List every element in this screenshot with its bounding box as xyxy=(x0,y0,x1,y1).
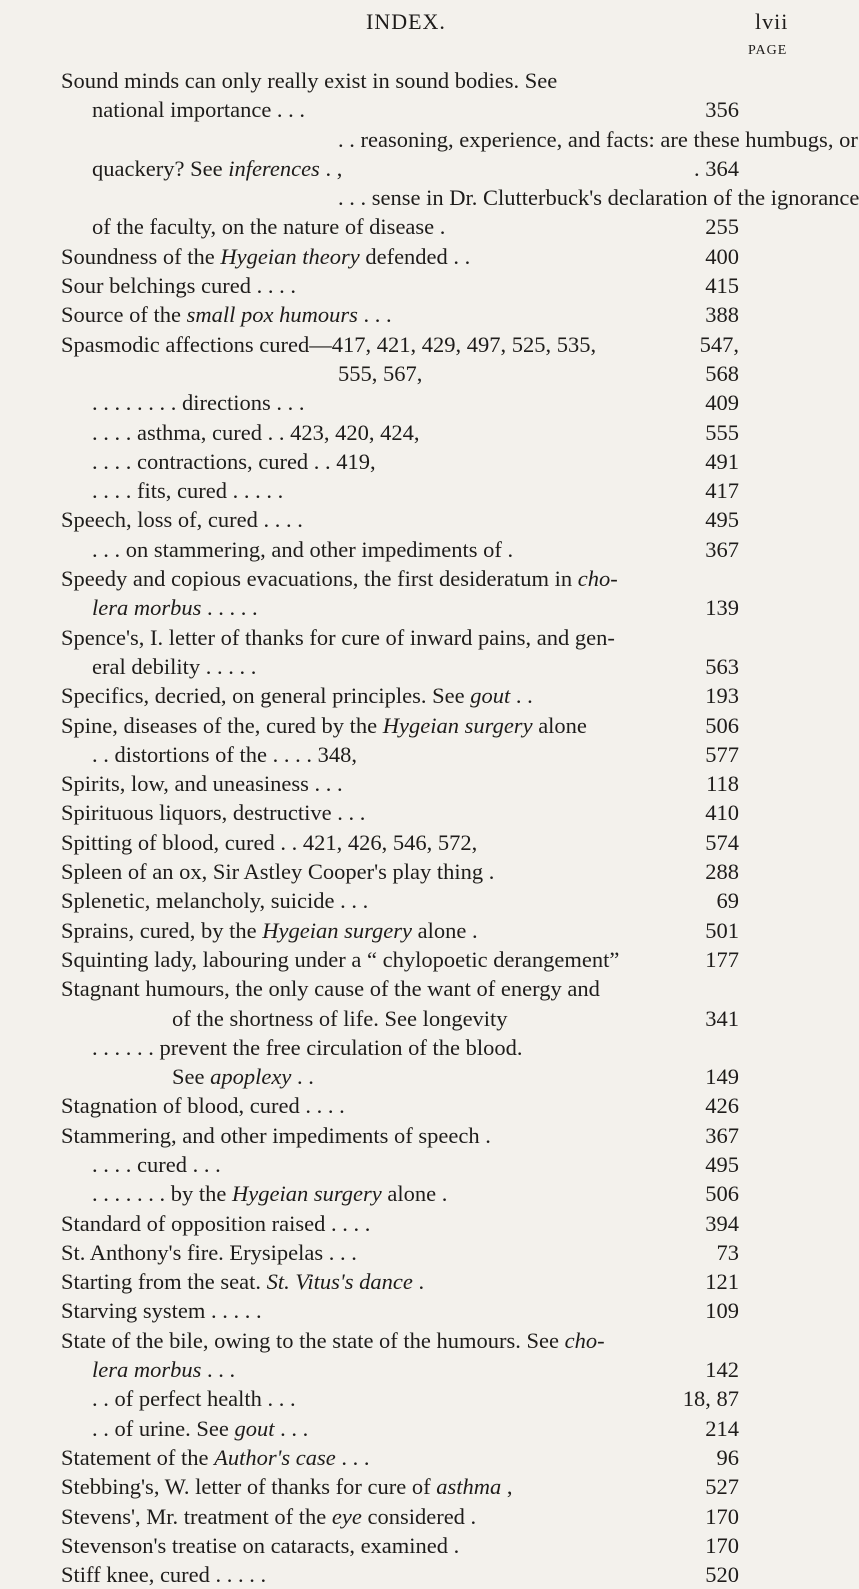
entry-text-part: quackery? See xyxy=(92,155,229,181)
index-entry xyxy=(0,418,801,447)
running-header-title: INDEX. xyxy=(366,9,446,34)
index-entry xyxy=(0,1209,801,1238)
entry-text-part: Spitting of blood, cured . . 421, 426, 546, 572, xyxy=(61,829,478,855)
entry-page-ref: 426 xyxy=(705,1093,739,1119)
index-entry xyxy=(0,359,801,388)
index-entry xyxy=(0,300,801,329)
entry-page-ref: 341 xyxy=(705,1005,739,1031)
index-entry xyxy=(0,1033,801,1062)
entry-text-part: Sound minds can only really exist in sound bodies. See xyxy=(61,68,558,93)
entry-text xyxy=(61,300,392,329)
entry-text-part: . . xyxy=(510,683,533,709)
entry-text-part: See xyxy=(172,1064,211,1090)
entry-text-part: considered . xyxy=(361,1503,477,1529)
entry-text-part: of the faculty, on the nature of disease . xyxy=(92,214,446,240)
index-entry xyxy=(0,1414,801,1443)
entry-text-part: Squinting lady, labouring under a “ chylopoetic derangement” xyxy=(61,946,620,972)
entry-text-part: . . . . fits, cured . . . . . xyxy=(92,478,284,504)
entry-page-ref: 574 xyxy=(705,829,739,855)
entry-text-part: . . . . . . prevent the free circulation of the blood. xyxy=(92,1034,523,1060)
entry-text xyxy=(92,1355,235,1384)
entry-page-ref: 501 xyxy=(705,917,739,943)
entry-text-part: Starting from the seat. xyxy=(61,1269,267,1295)
entry-page-ref: 69 xyxy=(716,888,739,914)
index-entry xyxy=(0,945,801,974)
entry-text xyxy=(61,1326,605,1355)
index-entry xyxy=(0,154,801,183)
entry-text xyxy=(61,857,494,886)
index-entry xyxy=(0,1296,801,1325)
entry-text-part: . . . . . . . . directions . . . xyxy=(92,390,305,416)
index-entry xyxy=(0,535,801,564)
entry-text xyxy=(61,271,296,300)
entry-page-ref: 118 xyxy=(706,771,739,797)
index-entry xyxy=(0,1531,801,1560)
entry-text-part: Starving system . . . . . xyxy=(61,1298,262,1324)
index-entry xyxy=(0,711,801,740)
entry-text-part: of the shortness of life. See longevity xyxy=(172,1005,508,1031)
index-entry xyxy=(0,1004,801,1033)
entry-page-ref: 388 xyxy=(705,302,739,328)
entry-italic-text: cho- xyxy=(564,1327,605,1353)
entry-text xyxy=(92,476,283,505)
entry-text xyxy=(61,330,596,359)
entry-text xyxy=(92,1384,296,1413)
entry-text xyxy=(61,681,533,710)
entry-text-part: Spirituous liquors, destructive . . . xyxy=(61,800,366,826)
entry-text-part: Stebbing's, W. letter of thanks for cure of xyxy=(61,1474,437,1500)
entry-page-ref: 356 xyxy=(705,97,739,123)
index-entry xyxy=(0,1472,801,1501)
entry-text-part: alone xyxy=(532,712,587,738)
entry-page-ref: 149 xyxy=(705,1064,739,1090)
entry-text-part: Stevens', Mr. treatment of the xyxy=(61,1503,332,1529)
entry-text xyxy=(61,1531,459,1560)
index-entry xyxy=(0,1326,801,1355)
entry-page-ref: 417 xyxy=(705,478,739,504)
entry-page-ref: 288 xyxy=(705,859,739,885)
entry-text-part: 555, 567, xyxy=(338,360,423,386)
index-entry xyxy=(0,798,801,827)
entry-text-part: . . reasoning, experience, and facts: are these humbugs, or xyxy=(338,126,858,152)
index-entry xyxy=(0,593,801,622)
entry-text xyxy=(172,1062,314,1091)
entry-page-ref: 547, xyxy=(699,331,739,357)
entry-page-ref: 170 xyxy=(705,1503,739,1529)
index-entry xyxy=(0,1560,801,1589)
entry-text xyxy=(61,66,557,95)
entry-text-part: national importance . . . xyxy=(92,97,306,123)
entry-page-ref: 400 xyxy=(705,243,739,269)
entry-italic-text: asthma xyxy=(436,1474,502,1500)
entry-text xyxy=(61,769,343,798)
entry-text xyxy=(61,564,618,593)
entry-page-ref: 96 xyxy=(716,1444,739,1470)
index-entry xyxy=(0,1062,801,1091)
entry-text xyxy=(172,1004,508,1033)
page-number: lvii xyxy=(755,9,789,34)
entry-text xyxy=(61,1560,266,1589)
entry-text xyxy=(61,1238,357,1267)
entry-text-part: Statement of the xyxy=(61,1444,215,1470)
entry-text xyxy=(92,388,304,417)
entry-page-ref: 367 xyxy=(705,1122,739,1148)
entry-italic-text: cho- xyxy=(577,566,618,592)
entry-text xyxy=(92,1150,221,1179)
entry-text-part: Standard of opposition raised . . . . xyxy=(61,1210,371,1236)
entry-text-part: Stevenson's treatise on cataracts, examined . xyxy=(61,1532,460,1558)
entry-text-part: Stagnant humours, the only cause of the want of energy and xyxy=(61,976,600,1002)
index-entry xyxy=(0,623,801,652)
index-entry xyxy=(0,330,801,359)
entry-text-part: . . . sense in Dr. Clutterbuck's declaration of the ignorance xyxy=(338,185,859,211)
entry-text xyxy=(61,242,470,271)
entry-text xyxy=(61,505,303,534)
entry-page-ref: 410 xyxy=(705,800,739,826)
index-entry xyxy=(0,1502,801,1531)
entry-text-part: Sprains, cured, by the xyxy=(61,917,263,943)
entry-italic-text: lera morbus xyxy=(92,1357,202,1383)
entry-text-part: . . . . cured . . . xyxy=(92,1151,221,1177)
entry-text-part: . . . . asthma, cured . . 423, 420, 424, xyxy=(92,419,420,445)
entry-page-ref: 109 xyxy=(705,1298,739,1324)
entry-text xyxy=(338,183,859,212)
entry-text xyxy=(61,1121,491,1150)
entry-text xyxy=(61,974,600,1003)
entry-text-part: Soundness of the xyxy=(61,243,221,269)
entry-text xyxy=(338,359,422,388)
entry-italic-text: St. Vitus's dance xyxy=(266,1269,413,1295)
entry-text-part: . . xyxy=(291,1064,314,1090)
index-entry xyxy=(0,769,801,798)
entry-text-part: Sour belchings cured . . . . xyxy=(61,273,296,299)
entry-text-part: . . of perfect health . . . xyxy=(92,1386,296,1412)
index-entry xyxy=(0,1267,801,1296)
entry-text-part: Stiff knee, cured . . . . . xyxy=(61,1562,267,1588)
index-entry xyxy=(0,95,801,124)
entry-text-part: . . . . contractions, cured . . 419, xyxy=(92,448,376,474)
entry-page-ref: 527 xyxy=(705,1474,739,1500)
index-entry xyxy=(0,1091,801,1120)
entry-text-part: . , xyxy=(319,155,343,181)
page-column-label: PAGE xyxy=(748,43,788,58)
index-entry xyxy=(0,681,801,710)
entry-page-ref: 214 xyxy=(705,1415,739,1441)
index-entry xyxy=(0,1121,801,1150)
entry-text xyxy=(61,623,615,652)
index-entry xyxy=(0,271,801,300)
entry-text xyxy=(92,593,258,622)
index-entry xyxy=(0,242,801,271)
entry-page-ref: 415 xyxy=(705,273,739,299)
entry-text xyxy=(92,418,419,447)
index-entry xyxy=(0,476,801,505)
entry-page-ref: 73 xyxy=(716,1239,739,1265)
entry-text-part: Spasmodic affections cured—417, 421, 429, 497, 525, 535, xyxy=(61,331,597,357)
entry-text-part: . . . xyxy=(335,1444,370,1470)
index-entry xyxy=(0,1355,801,1384)
entry-page-ref: 409 xyxy=(705,390,739,416)
entry-text xyxy=(61,886,368,915)
index-entry xyxy=(0,564,801,593)
entry-text xyxy=(92,740,357,769)
entry-italic-text: small pox humours xyxy=(186,302,358,328)
entry-text-part: Speech, loss of, cured . . . . xyxy=(61,507,303,533)
entry-text-part: , xyxy=(501,1474,513,1500)
entry-text xyxy=(92,212,445,241)
index-entry xyxy=(0,183,859,212)
entry-text-part: State of the bile, owing to the state of the humours. See xyxy=(61,1327,565,1353)
index-entry xyxy=(0,828,801,857)
index-entry xyxy=(0,388,801,417)
entry-text xyxy=(338,125,858,154)
entry-page-ref: 18, 87 xyxy=(682,1386,739,1412)
entry-italic-text: lera morbus xyxy=(92,595,202,621)
entry-text-part: eral debility . . . . . xyxy=(92,653,257,679)
entry-page-ref: 193 xyxy=(705,683,739,709)
entry-page-ref: . 364 xyxy=(694,155,739,181)
entry-text-part: St. Anthony's fire. Erysipelas . . . xyxy=(61,1239,357,1265)
entry-page-ref: 495 xyxy=(705,1151,739,1177)
entry-page-ref: 177 xyxy=(705,946,739,972)
entry-page-ref: 563 xyxy=(705,653,739,679)
index-entry xyxy=(0,974,801,1003)
entry-page-ref: 121 xyxy=(705,1269,739,1295)
entry-text-part: alone . xyxy=(381,1181,448,1207)
index-entry xyxy=(0,125,858,154)
entry-text-part: Speedy and copious evacuations, the first desideratum in xyxy=(61,566,578,592)
index-entry xyxy=(0,1179,801,1208)
entry-text xyxy=(92,535,513,564)
entry-text-part: Stagnation of blood, cured . . . . xyxy=(61,1093,345,1119)
entry-italic-text: gout xyxy=(234,1415,275,1441)
entry-text xyxy=(61,1267,424,1296)
index-entry xyxy=(0,1150,801,1179)
entry-text xyxy=(92,1033,522,1062)
entry-text xyxy=(92,652,256,681)
index-entry xyxy=(0,652,801,681)
entry-italic-text: Hygeian theory xyxy=(220,243,360,269)
entry-text-part: . . . xyxy=(274,1415,309,1441)
index-entry xyxy=(0,1443,801,1472)
entry-text-part: Stammering, and other impediments of speech . xyxy=(61,1122,491,1148)
index-entry xyxy=(0,857,801,886)
entry-page-ref: 139 xyxy=(705,595,739,621)
entry-text-part: . . . on stammering, and other impediments of . xyxy=(92,536,514,562)
entry-text xyxy=(61,1296,262,1325)
entry-page-ref: 555 xyxy=(705,419,739,445)
entry-text xyxy=(61,1209,370,1238)
entry-page-ref: 506 xyxy=(705,712,739,738)
index-entry xyxy=(0,916,801,945)
entry-italic-text: Hygeian surgery xyxy=(262,917,412,943)
entry-text-part: . . . . . xyxy=(201,595,258,621)
entry-page-ref: 142 xyxy=(705,1357,739,1383)
entry-page-ref: 577 xyxy=(705,741,739,767)
entry-text-part: . . . xyxy=(201,1357,236,1383)
entry-text xyxy=(61,711,587,740)
entry-page-ref: 568 xyxy=(705,360,739,386)
index-entry xyxy=(0,66,801,95)
index-entry xyxy=(0,447,801,476)
entry-page-ref: 491 xyxy=(705,448,739,474)
entry-text-part: . xyxy=(412,1269,425,1295)
entry-italic-text: Hygeian surgery xyxy=(232,1181,382,1207)
index-entry xyxy=(0,740,801,769)
entry-page-ref: 255 xyxy=(705,214,739,240)
index-entries xyxy=(0,66,859,1589)
entry-text xyxy=(61,1443,370,1472)
index-entry xyxy=(0,1238,801,1267)
entry-text xyxy=(61,916,478,945)
entry-text xyxy=(61,798,365,827)
entry-italic-text: gout xyxy=(470,683,511,709)
entry-text xyxy=(61,1472,513,1501)
entry-italic-text: apoplexy xyxy=(210,1064,292,1090)
entry-text-part: Source of the xyxy=(61,302,187,328)
entry-text xyxy=(61,1091,345,1120)
entry-text xyxy=(61,1502,476,1531)
entry-italic-text: inferences xyxy=(228,155,320,181)
index-entry xyxy=(0,886,801,915)
entry-page-ref: 394 xyxy=(705,1210,739,1236)
entry-page-ref: 520 xyxy=(705,1562,739,1588)
entry-page-ref: 367 xyxy=(705,536,739,562)
entry-text-part: . . . . . . . by the xyxy=(92,1181,232,1207)
entry-text-part: Spine, diseases of the, cured by the xyxy=(61,712,383,738)
index-entry xyxy=(0,1384,801,1413)
entry-text-part: Spence's, I. letter of thanks for cure of inward pains, and gen- xyxy=(61,624,615,650)
index-entry xyxy=(0,212,801,241)
entry-text xyxy=(92,1414,308,1443)
entry-text-part: . . distortions of the . . . . 348, xyxy=(92,741,357,767)
entry-italic-text: Hygeian surgery xyxy=(382,712,533,738)
entry-text-part: . . of urine. See xyxy=(92,1415,235,1441)
entry-italic-text: eye xyxy=(331,1503,362,1529)
entry-text xyxy=(92,1179,447,1208)
entry-page-ref: 170 xyxy=(705,1532,739,1558)
entry-text xyxy=(92,447,376,476)
entry-text-part: Spleen of an ox, Sir Astley Cooper's play thing . xyxy=(61,859,495,885)
entry-page-ref: 495 xyxy=(705,507,739,533)
entry-text-part: Specifics, decried, on general principles. See xyxy=(61,683,471,709)
entry-text-part: . . . xyxy=(357,302,392,328)
index-entry xyxy=(0,505,801,534)
entry-text xyxy=(92,95,305,124)
entry-text xyxy=(92,154,342,183)
entry-page-ref: 506 xyxy=(705,1181,739,1207)
entry-text-part: Splenetic, melancholy, suicide . . . xyxy=(61,888,369,914)
entry-text xyxy=(61,828,477,857)
entry-text-part: defended . . xyxy=(359,243,471,269)
entry-italic-text: Author's case xyxy=(214,1444,336,1470)
entry-text xyxy=(61,945,619,974)
entry-text-part: Spirits, low, and uneasiness . . . xyxy=(61,771,343,797)
entry-text-part: alone . xyxy=(411,917,478,943)
